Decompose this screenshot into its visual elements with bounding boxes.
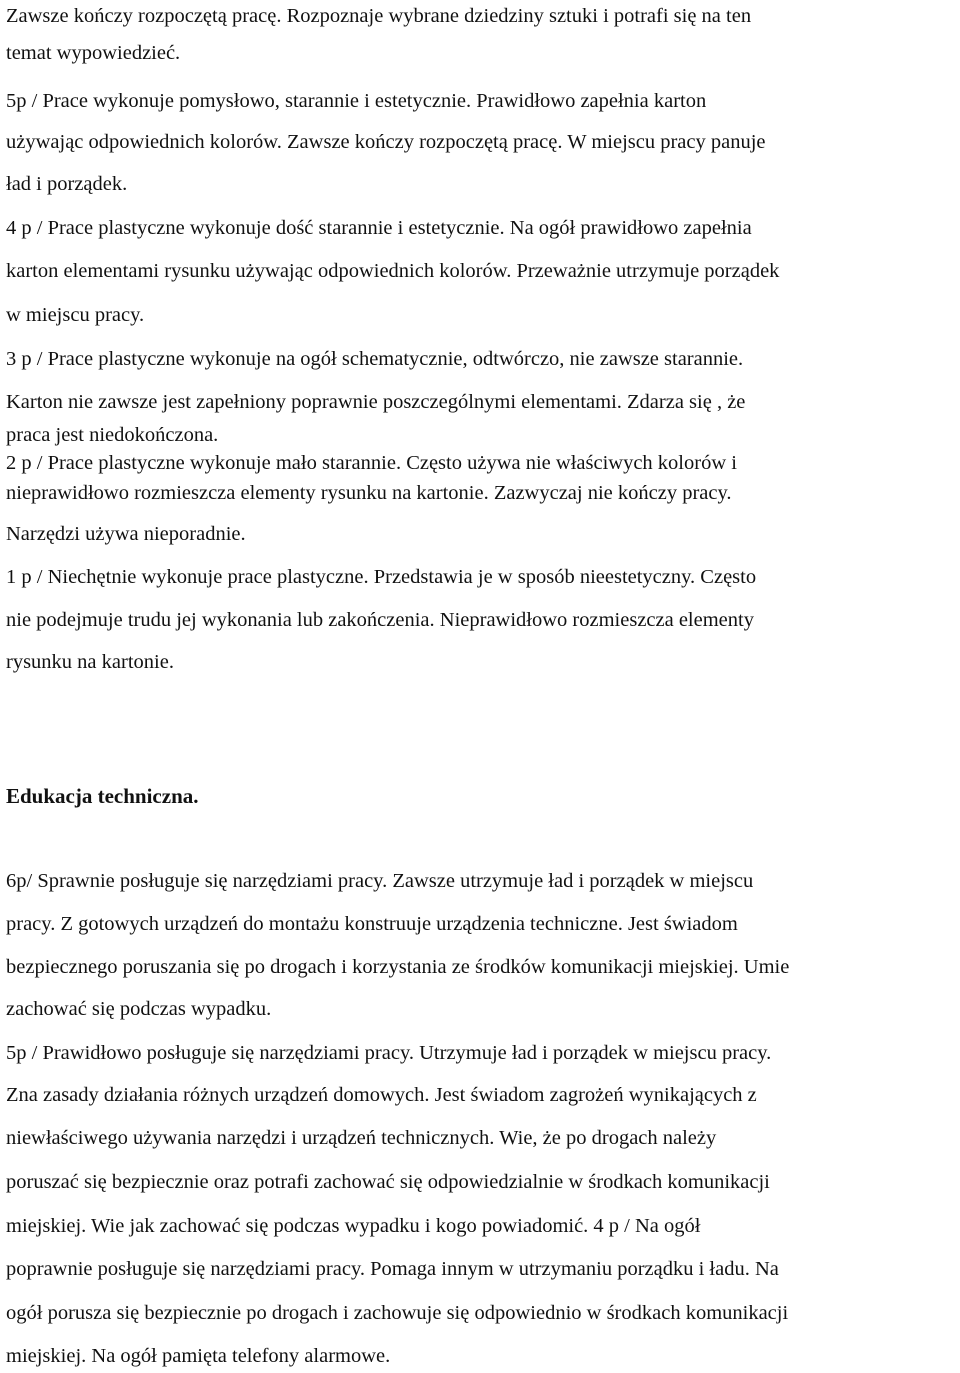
text-line: pracy. Z gotowych urządzeń do montażu konstruuje urządzenia techniczne. Jest świadom [6, 913, 738, 935]
text-line: Zna zasady działania różnych urządzeń domowych. Jest świadom zagrożeń wynikających z [6, 1084, 757, 1106]
text-line: ład i porządek. [6, 173, 128, 195]
text-line: nie podejmuje trudu jej wykonania lub zakończenia. Nieprawidłowo rozmieszcza elementy [6, 609, 754, 631]
text-line: nieprawidłowo rozmieszcza elementy rysunku na kartonie. Zazwyczaj nie kończy pracy. [6, 482, 732, 504]
text-line: 2 p / Prace plastyczne wykonuje mało starannie. Często używa nie właściwych kolorów i [6, 452, 737, 474]
text-line: temat wypowiedzieć. [6, 42, 181, 64]
text-line: Narzędzi używa nieporadnie. [6, 523, 246, 545]
text-line: w miejscu pracy. [6, 304, 145, 326]
text-line: 5p / Prace wykonuje pomysłowo, starannie i estetycznie. Prawidłowo zapełnia karton [6, 90, 707, 112]
text-line: 3 p / Prace plastyczne wykonuje na ogół schematycznie, odtwórczo, nie zawsze starannie. [6, 348, 744, 370]
text-line: niewłaściwego używania narzędzi i urządzeń technicznych. Wie, że po drogach należy [6, 1127, 717, 1149]
text-line: poruszać się bezpiecznie oraz potrafi zachować się odpowiedzialnie w środkach komunikacji [6, 1171, 770, 1193]
text-line: poprawnie posługuje się narzędziami pracy. Pomaga innym w utrzymaniu porządku i ładu. Na [6, 1258, 779, 1280]
text-line: Karton nie zawsze jest zapełniony poprawnie poszczególnymi elementami. Zdarza się , że [6, 391, 746, 413]
text-line: bezpiecznego poruszania się po drogach i korzystania ze środków komunikacji miejskiej. Umie [6, 956, 790, 978]
text-line: ogół porusza się bezpiecznie po drogach i zachowuje się odpowiednio w środkach komunikacji [6, 1302, 789, 1324]
section-heading: Edukacja techniczna. [6, 784, 199, 808]
text-line: miejskiej. Wie jak zachować się podczas wypadku i kogo powiadomić. 4 p / Na ogół [6, 1215, 701, 1237]
text-line: 5p / Prawidłowo posługuje się narzędziami pracy. Utrzymuje ład i porządek w miejscu pracy. [6, 1042, 772, 1064]
text-line: miejskiej. Na ogół pamięta telefony alarmowe. [6, 1345, 391, 1367]
text-line: Zawsze kończy rozpoczętą pracę. Rozpoznaje wybrane dziedziny sztuki i potrafi się na ten [6, 5, 752, 27]
text-line: używając odpowiednich kolorów. Zawsze kończy rozpoczętą pracę. W miejscu pracy panuje [6, 131, 766, 153]
text-line: karton elementami rysunku używając odpowiednich kolorów. Przeważnie utrzymuje porządek [6, 260, 780, 282]
text-line: 4 p / Prace plastyczne wykonuje dość starannie i estetycznie. Na ogół prawidłowo zapełnia [6, 217, 752, 239]
text-line: 6p/ Sprawnie posługuje się narzędziami pracy. Zawsze utrzymuje ład i porządek w miejscu [6, 870, 754, 892]
text-line: rysunku na kartonie. [6, 651, 174, 673]
text-line: zachować się podczas wypadku. [6, 998, 272, 1020]
text-line: praca jest niedokończona. [6, 424, 219, 446]
text-line: 1 p / Niechętnie wykonuje prace plastyczne. Przedstawia je w sposób nieestetyczny. Często [6, 566, 757, 588]
